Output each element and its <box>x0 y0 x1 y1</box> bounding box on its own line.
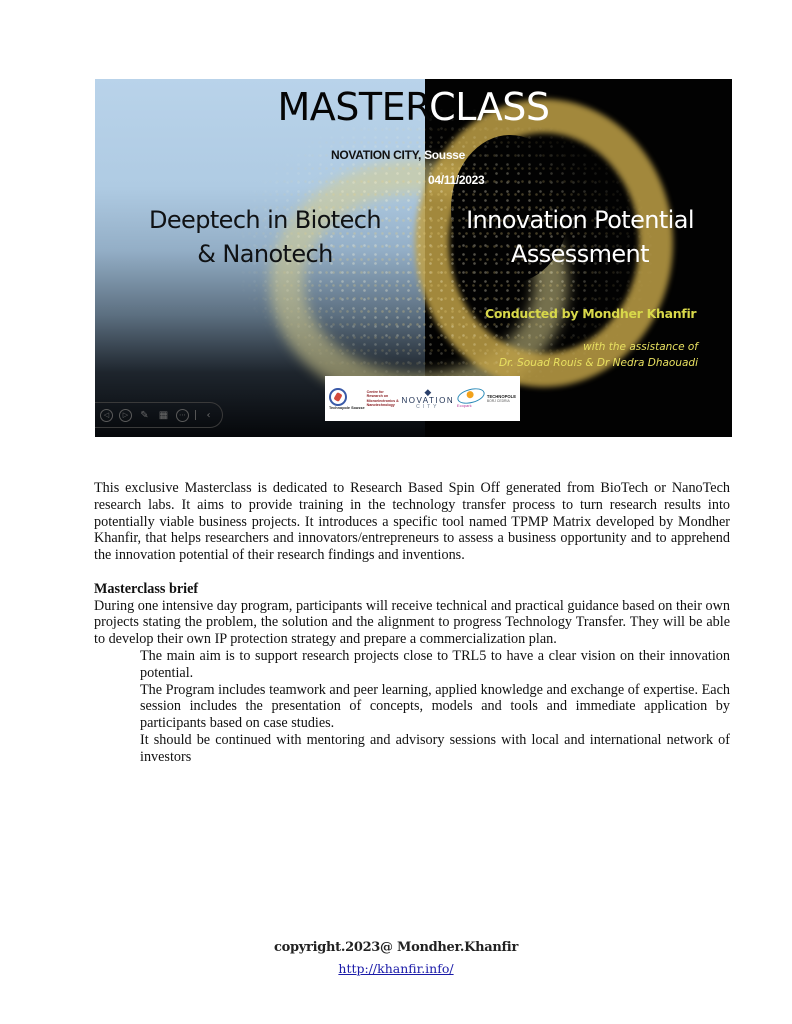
left-heading-line1: Deeptech in Biotech <box>149 206 381 234</box>
crmn-logo <box>329 388 399 410</box>
copyright-notice: copyright.2023@ Mondher.Khanfir <box>273 940 518 955</box>
left-heading-line2: & Nanotech <box>197 240 333 268</box>
novation-word: NOVATION <box>401 395 455 405</box>
banner-title-light: CLASS <box>429 85 550 129</box>
ecopark-logo <box>457 389 516 408</box>
technopole-title: TECHNOPOLE <box>486 393 516 399</box>
website-link[interactable]: http://khanfir.info/ <box>338 961 454 976</box>
crmn-text <box>367 390 399 407</box>
banner-title <box>95 83 732 131</box>
conducted-by: Conducted by Mondher Khanfir <box>485 306 697 321</box>
brief-point: The Program includes teamwork and peer learning, applied knowledge and exchange of expertise. Each session includes the presentation of concepts, models and tools and immediate application by participants based on case studies. <box>140 681 730 732</box>
previous-slide-icon[interactable]: ◁ <box>100 409 113 422</box>
assistance-line1: with the assistance of <box>583 341 698 353</box>
masterclass-banner <box>95 79 732 437</box>
novation-city: CITY <box>416 403 440 410</box>
partner-logos <box>325 376 520 421</box>
assistance-line2: Dr. Souad Rouis & Dr Nedra Dhaouadi <box>499 357 698 369</box>
footer <box>0 938 792 979</box>
right-heading-line2: Assessment <box>511 240 649 268</box>
brief-heading: Masterclass brief <box>94 580 199 597</box>
left-heading <box>115 203 415 271</box>
grid-view-icon[interactable]: ▦ <box>158 409 169 421</box>
crmn-line: Centre for <box>366 390 384 395</box>
right-heading-line1: Innovation Potential <box>466 206 694 234</box>
more-options-icon[interactable]: ⋯ <box>176 409 189 422</box>
next-slide-icon[interactable]: ▷ <box>119 409 132 422</box>
controls-divider <box>195 410 196 420</box>
document-body <box>94 480 730 766</box>
venue-city: Sousse <box>424 148 465 162</box>
collapse-controls-icon[interactable]: ‹ <box>206 409 211 421</box>
ecopark-label: Ecopark <box>456 403 472 408</box>
brief-point: The main aim is to support research projects close to TRL5 to have a clear vision on their innovation potential. <box>140 647 730 681</box>
crmn-line: Research on <box>366 394 389 399</box>
crmn-caption: Technopole Sousse <box>329 405 365 410</box>
banner-title-dark: MASTER <box>277 85 430 129</box>
venue-name: NOVATION CITY, <box>331 148 425 162</box>
technopole-subtitle: BORJ CEDRIA <box>486 398 510 403</box>
brief-paragraph: During one intensive day program, participants will receive technical and practical guidance based on their own projects stating the problem, the solution and the alignment to progress Technology Transfer. They will be able to develop their own IP protection strategy and prepare a commercialization plan. <box>94 597 730 648</box>
crmn-emblem-icon <box>329 388 347 406</box>
slideshow-controls <box>95 402 223 428</box>
crmn-line: Microelectronics & <box>366 398 399 403</box>
novation-city-logo <box>402 388 455 410</box>
novation-mark-icon: ◆ <box>424 386 432 397</box>
venue <box>331 148 465 162</box>
technopole-borj-cedria <box>487 394 516 404</box>
right-heading <box>430 203 730 271</box>
event-date: 04/11/2023 <box>428 173 485 187</box>
brief-point: It should be continued with mentoring and advisory sessions with local and international network of investors <box>140 731 730 765</box>
crmn-line: Nanotechnology <box>366 402 395 407</box>
intro-paragraph: This exclusive Masterclass is dedicated to Research Based Spin Off generated from BioTech or NanoTech research labs. It aims to provide training in the technology transfer process to turn research results into potentially viable business projects. It introduces a specific tool named TPMP Matrix developed by Mondher Khanfir, that helps researchers and innovators/entrepreneurs to assess a business opportunity and to apprehend the innovation potential of their research findings and inventions. <box>94 480 730 564</box>
assistance-credit <box>499 339 698 371</box>
pen-icon[interactable]: ✎ <box>140 409 149 421</box>
